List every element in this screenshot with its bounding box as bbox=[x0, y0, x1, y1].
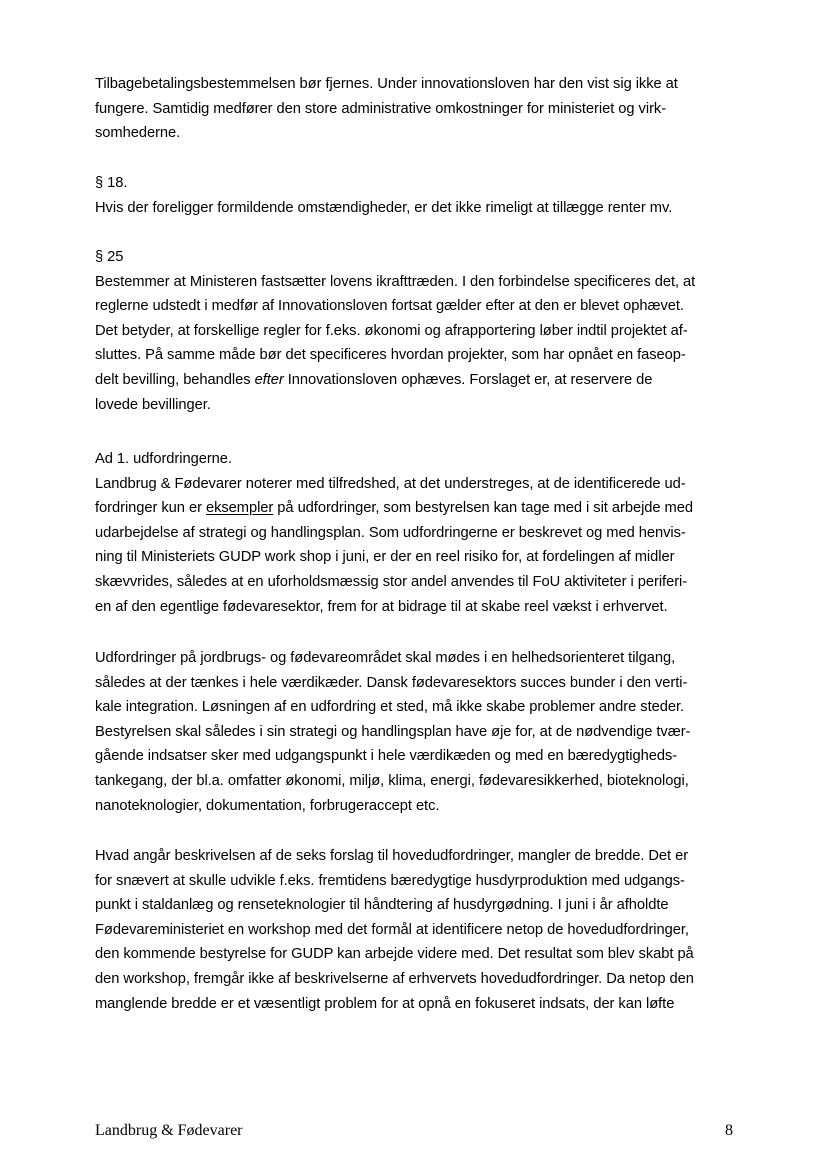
text-line: fungere. Samtidig medfører den store administrative omkostninger for ministeriet og virk- bbox=[95, 100, 667, 117]
text-line bbox=[95, 368, 745, 393]
paragraph-section-25 bbox=[95, 245, 745, 417]
text-line: den kommende bestyrelse for GUDP kan arbejde videre med. Det resultat som blev skabt på bbox=[95, 946, 694, 963]
text-fragment: delt bevilling, behandles bbox=[95, 371, 255, 388]
text-line: gående indsatser sker med udgangspunkt i hele værdikæden og med en bæredygtigheds- bbox=[95, 748, 678, 765]
paragraph-main-challenges bbox=[95, 844, 745, 1016]
text-line: en af den egentlige fødevaresektor, frem for at bidrage til at skabe reel vækst i erhvervet. bbox=[95, 598, 668, 615]
text-line: udarbejdelse af strategi og handlingsplan. Som udfordringerne er beskrevet og med henvis- bbox=[95, 524, 686, 541]
text-line: Bestyrelsen skal således i sin strategi og handlingsplan have øje for, at de nødvendige tvær- bbox=[95, 723, 691, 740]
text-line: for snævert at skulle udvikle f.eks. fremtidens bæredygtige husdyrproduktion med udgangs- bbox=[95, 872, 685, 889]
text-line: skævvrides, således at en uforholdsmæssig stor andel anvendes til FoU aktiviteter i periferi- bbox=[95, 573, 688, 590]
emphasis-text: efter bbox=[254, 371, 284, 388]
text-line: Hvis der foreligger formildende omstændigheder, er det ikke rimeligt at tillægge renter mv. bbox=[95, 199, 673, 216]
text-line bbox=[95, 496, 745, 521]
section-heading: § 18. bbox=[95, 175, 128, 191]
text-line: Tilbagebetalingsbestemmelsen bør fjernes. Under innovationsloven har den vist sig ikke at bbox=[95, 76, 678, 92]
text-fragment: på udfordringer, som bestyrelsen kan tage med i sit arbejde med bbox=[273, 500, 693, 517]
section-heading: § 25 bbox=[95, 249, 124, 265]
page-number: 8 bbox=[725, 1122, 733, 1139]
text-line: manglende bredde er et væsentligt problem for at opnå en fokuseret indsats, der kan løfte bbox=[95, 995, 675, 1012]
text-line: sluttes. På samme måde bør det specificeres hvordan projekter, som har opnået en faseop- bbox=[95, 347, 686, 364]
text-fragment: fordringer kun er bbox=[95, 500, 206, 517]
text-line: somhederne. bbox=[95, 125, 181, 142]
text-line: Det betyder, at forskellige regler for f.eks. økonomi og afrapportering løber indtil projektet af- bbox=[95, 322, 688, 339]
footer-organization: Landbrug & Fødevarer bbox=[95, 1122, 243, 1139]
text-line: punkt i staldanlæg og renseteknologier til håndtering af husdyrgødning. I juni i år afholdte bbox=[95, 897, 669, 914]
text-line: tankegang, der bl.a. omfatter økonomi, miljø, klima, energi, fødevaresikkerhed, bioteknologi, bbox=[95, 772, 689, 789]
text-line: ning til Ministeriets GUDP work shop i juni, er der en reel risiko for, at fordelingen af midler bbox=[95, 549, 675, 566]
paragraph-value-chain bbox=[95, 646, 745, 818]
text-line: Udfordringer på jordbrugs- og fødevareområdet skal mødes i en helhedsorienteret tilgang, bbox=[95, 650, 676, 666]
text-line: den workshop, fremgår ikke af beskrivelserne af erhvervets hovedudfordringer. Da netop den bbox=[95, 970, 694, 987]
text-line: nanoteknologier, dokumentation, forbrugeraccept etc. bbox=[95, 797, 440, 814]
text-line: reglerne udstedt i medfør af Innovationsloven fortsat gælder efter at den er blevet ophævet. bbox=[95, 298, 684, 315]
text-line: Bestemmer at Ministeren fastsætter lovens ikrafttræden. I den forbindelse specificeres det, at bbox=[95, 273, 696, 290]
text-line: Landbrug & Fødevarer noterer med tilfredshed, at det understreges, at de identificerede ud- bbox=[95, 475, 686, 492]
paragraph-section-18 bbox=[95, 171, 745, 220]
paragraph-challenges bbox=[95, 447, 745, 619]
text-line: Fødevareministeriet en workshop med det formål at identificere netop de hovedudfordringer, bbox=[95, 921, 689, 938]
text-line: således at der tænkes i hele værdikæder. Dansk fødevaresektors succes bunder i den verti- bbox=[95, 674, 688, 691]
section-heading: Ad 1. udfordringerne. bbox=[95, 451, 232, 467]
text-line: lovede bevillinger. bbox=[95, 396, 211, 413]
paragraph-repayment bbox=[95, 72, 745, 146]
text-line: kale integration. Løsningen af en udfordring et sted, må ikke skabe problemer andre steder. bbox=[95, 699, 685, 716]
text-line: Hvad angår beskrivelsen af de seks forslag til hovedudfordringer, mangler de bredde. Det er bbox=[95, 848, 689, 864]
text-fragment: Innovationsloven ophæves. Forslaget er, at reservere de bbox=[283, 371, 653, 388]
underlined-text: eksempler bbox=[205, 500, 274, 517]
